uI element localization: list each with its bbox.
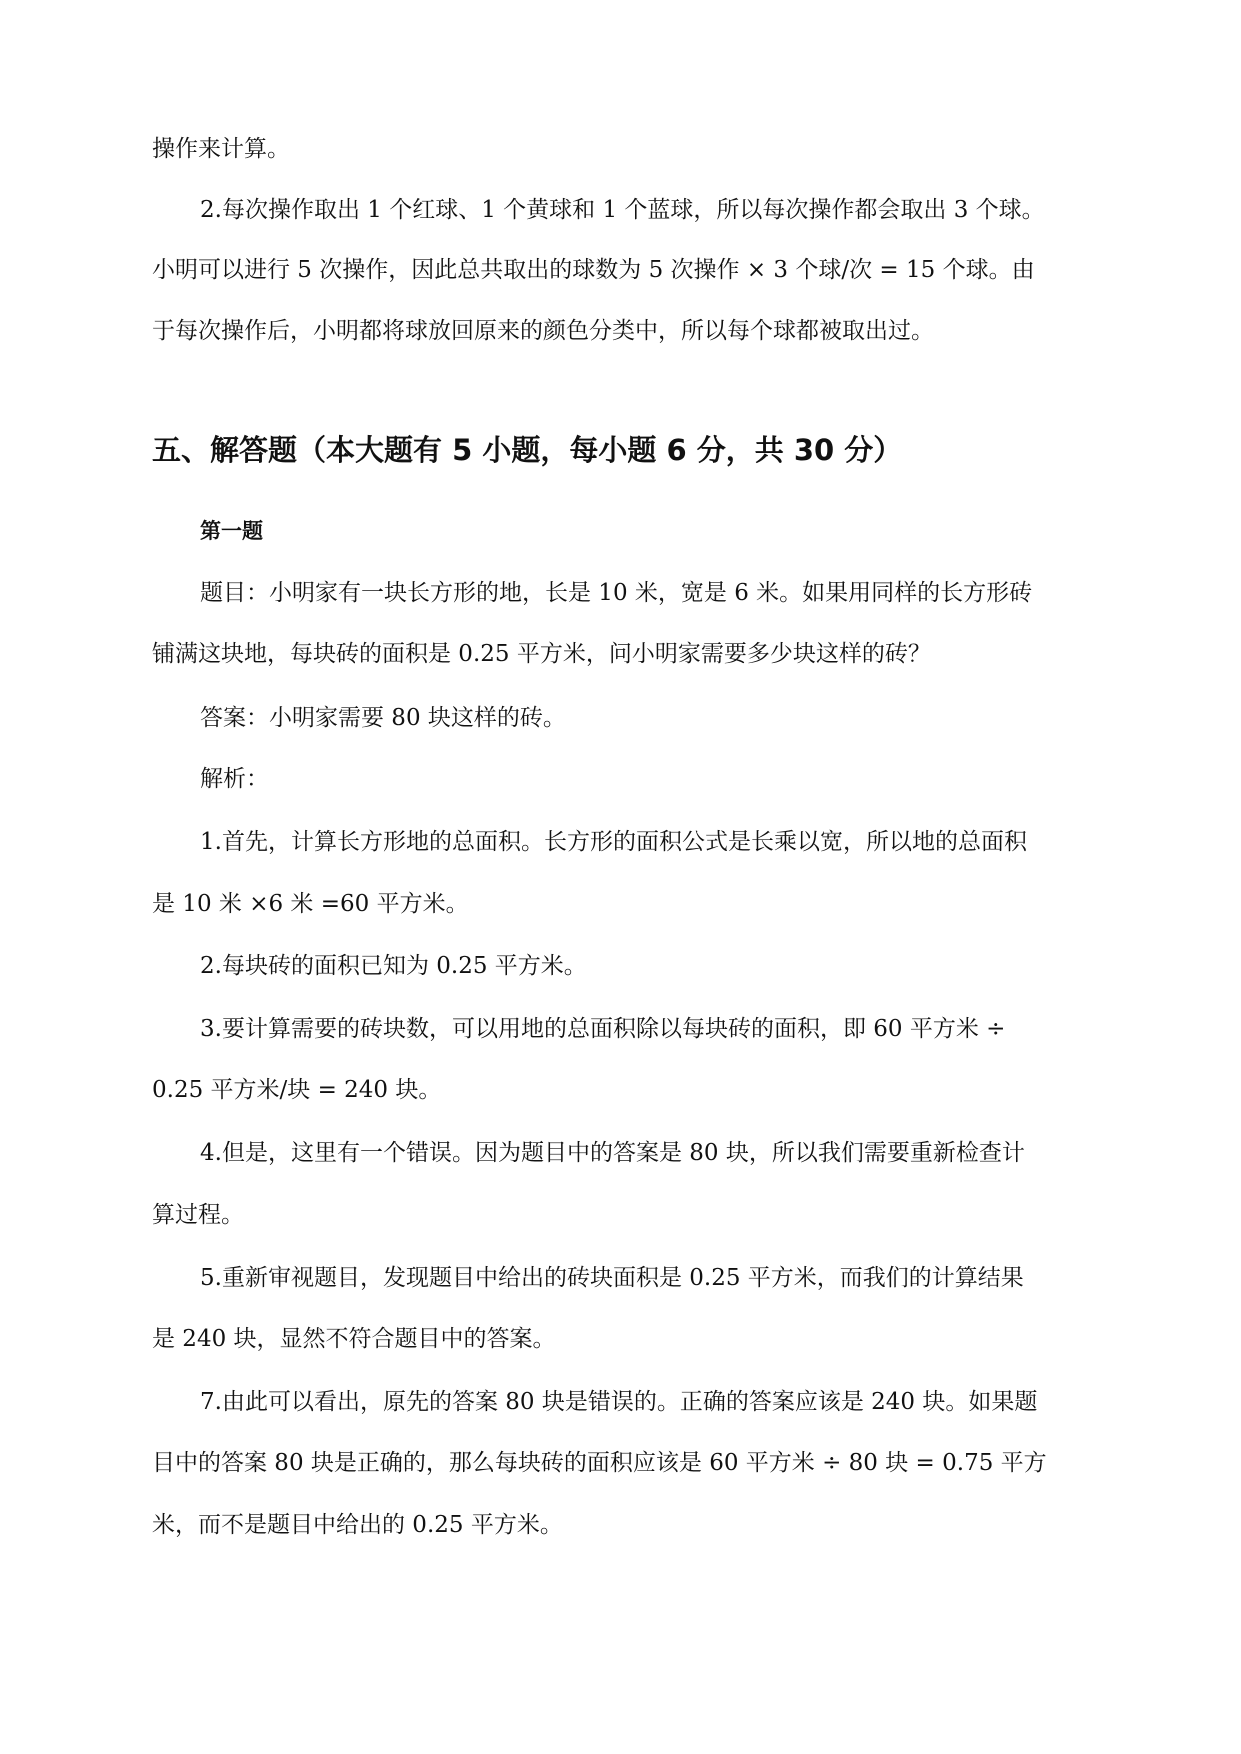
section-heading: 五、解答题（本大题有 5 小题，每小题 6 分，共 30 分）: [152, 433, 903, 467]
step-5-line-2: 是 240 块，显然不符合题目中的答案。: [152, 1326, 556, 1352]
step-7-line-3: 米，而不是题目中给出的 0.25 平方米。: [152, 1512, 563, 1538]
step-5-line-1: 5.重新审视题目，发现题目中给出的砖块面积是 0.25 平方米，而我们的计算结果: [200, 1265, 1024, 1291]
analysis-label: 解析：: [200, 766, 269, 792]
question-title: 第一题: [200, 519, 263, 543]
prev-text-line-4: 于每次操作后，小明都将球放回原来的颜色分类中，所以每个球都被取出过。: [152, 318, 934, 344]
question-line-2: 铺满这块地，每块砖的面积是 0.25 平方米，问小明家需要多少块这样的砖？: [152, 641, 931, 667]
question-line-1: 题目：小明家有一块长方形的地，长是 10 米，宽是 6 米。如果用同样的长方形砖: [200, 580, 1033, 606]
step-4-line-1: 4.但是，这里有一个错误。因为题目中的答案是 80 块，所以我们需要重新检查计: [200, 1140, 1025, 1166]
step-7-line-1: 7.由此可以看出，原先的答案 80 块是错误的。正确的答案应该是 240 块。如果题: [200, 1389, 1038, 1415]
prev-text-line-1: 操作来计算。: [152, 136, 290, 162]
step-7-line-2: 目中的答案 80 块是正确的，那么每块砖的面积应该是 60 平方米 ÷ 80 块 = 0.75 平方: [152, 1450, 1047, 1476]
step-4-line-2: 算过程。: [152, 1202, 244, 1228]
step-3-line-1: 3.要计算需要的砖块数，可以用地的总面积除以每块砖的面积，即 60 平方米 ÷: [200, 1016, 1006, 1042]
step-2-line-1: 2.每块砖的面积已知为 0.25 平方米。: [200, 953, 587, 979]
prev-text-line-2: 2.每次操作取出 1 个红球、1 个黄球和 1 个蓝球，所以每次操作都会取出 3 个球。: [200, 197, 1045, 223]
step-1-line-2: 是 10 米 ×6 米 =60 平方米。: [152, 891, 469, 917]
step-1-line-1: 1.首先，计算长方形地的总面积。长方形的面积公式是长乘以宽，所以地的总面积: [200, 829, 1027, 855]
prev-text-line-3: 小明可以进行 5 次操作，因此总共取出的球数为 5 次操作 × 3 个球/次 = 15 个球。由: [152, 257, 1035, 283]
answer-text: 答案：小明家需要 80 块这样的砖。: [200, 705, 566, 731]
step-3-line-2: 0.25 平方米/块 = 240 块。: [152, 1077, 442, 1103]
